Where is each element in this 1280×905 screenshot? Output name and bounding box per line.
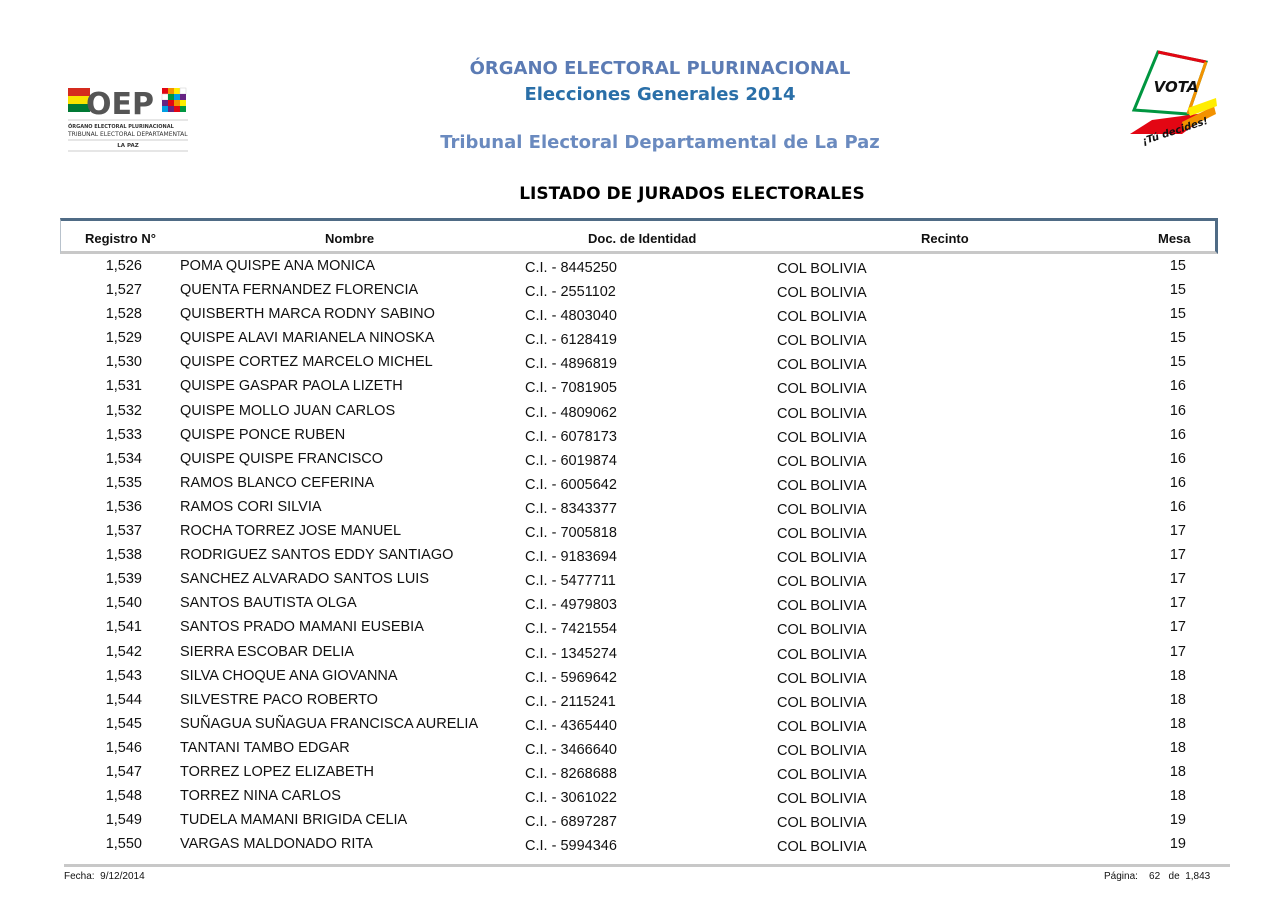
cell-registro: 1,540 xyxy=(105,595,142,612)
table-row xyxy=(0,401,1280,425)
cell-mesa: 17 xyxy=(1169,523,1186,540)
footer-of-label: de xyxy=(1168,871,1180,882)
cell-registro: 1,537 xyxy=(105,523,142,540)
cell-nombre: QUISPE QUISPE FRANCISCO xyxy=(180,450,384,467)
cell-doc: C.I. - 6897287 xyxy=(525,814,617,831)
cell-doc: C.I. - 4803040 xyxy=(525,308,617,325)
svg-text:¡Tú decides!: ¡Tú decides! xyxy=(1140,115,1210,148)
cell-recinto: COL BOLIVIA xyxy=(777,261,867,277)
cell-mesa: 18 xyxy=(1169,691,1186,708)
cell-nombre: TORREZ NINA CARLOS xyxy=(180,788,341,805)
cell-nombre: TORREZ LOPEZ ELIZABETH xyxy=(180,763,374,780)
cell-doc: C.I. - 8268688 xyxy=(525,765,617,782)
cell-doc: C.I. - 4896819 xyxy=(525,356,617,373)
table-row xyxy=(0,569,1280,593)
table-row xyxy=(0,545,1280,569)
cell-mesa: 18 xyxy=(1169,667,1186,684)
table-row xyxy=(0,834,1280,858)
table-row xyxy=(0,280,1280,304)
cell-doc: C.I. - 4979803 xyxy=(525,597,617,614)
cell-doc: C.I. - 5969642 xyxy=(525,669,617,686)
table-row xyxy=(0,810,1280,834)
cell-doc: C.I. - 6128419 xyxy=(525,332,617,349)
cell-registro: 1,528 xyxy=(105,306,142,323)
cell-doc: C.I. - 2551102 xyxy=(525,284,616,301)
cell-registro: 1,538 xyxy=(105,547,142,564)
column-header-registro: Registro N° xyxy=(85,231,156,246)
cell-recinto: COL BOLIVIA xyxy=(777,839,867,856)
cell-mesa: 15 xyxy=(1169,354,1186,371)
cell-registro: 1,527 xyxy=(105,282,142,299)
table-row xyxy=(0,617,1280,641)
cell-mesa: 15 xyxy=(1169,330,1186,347)
cell-recinto: COL BOLIVIA xyxy=(777,453,867,470)
column-header-mesa: Mesa xyxy=(1158,231,1191,246)
footer-page-number: 62 xyxy=(1149,871,1161,882)
table-row xyxy=(0,642,1280,666)
table-row xyxy=(0,690,1280,714)
page-title: LISTADO DE JURADOS ELECTORALES xyxy=(519,184,865,204)
cell-mesa: 15 xyxy=(1169,258,1186,274)
cell-nombre: QUISPE ALAVI MARIANELA NINOSKA xyxy=(180,330,435,347)
cell-recinto: COL BOLIVIA xyxy=(777,646,867,663)
juror-table-body xyxy=(0,256,1280,858)
table-row xyxy=(0,256,1280,280)
cell-registro: 1,530 xyxy=(105,354,142,371)
cell-mesa: 19 xyxy=(1169,836,1186,853)
cell-registro: 1,535 xyxy=(105,474,142,491)
column-header-doc: Doc. de Identidad xyxy=(588,231,697,246)
cell-doc: C.I. - 7421554 xyxy=(525,621,617,638)
cell-registro: 1,548 xyxy=(105,788,142,805)
cell-doc: C.I. - 6019874 xyxy=(525,452,617,469)
cell-mesa: 16 xyxy=(1169,498,1186,515)
cell-nombre: RODRIGUEZ SANTOS EDDY SANTIAGO xyxy=(180,547,454,564)
footer-date-label: Fecha: xyxy=(64,871,95,882)
cell-mesa: 16 xyxy=(1169,378,1186,395)
organization-title: ÓRGANO ELECTORAL PLURINACIONAL xyxy=(469,58,851,79)
cell-nombre: POMA QUISPE ANA MONICA xyxy=(180,258,375,274)
cell-recinto: COL BOLIVIA xyxy=(777,742,867,759)
cell-mesa: 16 xyxy=(1169,426,1186,443)
cell-mesa: 16 xyxy=(1169,450,1186,467)
cell-recinto: COL BOLIVIA xyxy=(777,815,867,832)
cell-nombre: SILVA CHOQUE ANA GIOVANNA xyxy=(180,667,398,684)
cell-recinto: COL BOLIVIA xyxy=(777,501,867,518)
cell-doc: C.I. - 8445250 xyxy=(525,260,617,276)
footer-total-pages: 1,843 xyxy=(1185,871,1211,882)
cell-recinto: COL BOLIVIA xyxy=(777,670,867,687)
cell-registro: 1,532 xyxy=(105,402,142,419)
table-row xyxy=(0,449,1280,473)
cell-doc: C.I. - 7005818 xyxy=(525,525,617,542)
cell-nombre: TUDELA MAMANI BRIGIDA CELIA xyxy=(180,812,408,829)
cell-recinto: COL BOLIVIA xyxy=(777,766,867,783)
footer-divider xyxy=(64,864,1230,867)
cell-recinto: COL BOLIVIA xyxy=(777,285,867,302)
cell-recinto: COL BOLIVIA xyxy=(777,405,867,422)
table-row xyxy=(0,328,1280,352)
cell-registro: 1,547 xyxy=(105,763,142,780)
cell-doc: C.I. - 2115241 xyxy=(525,693,616,710)
table-row xyxy=(0,593,1280,617)
cell-mesa: 15 xyxy=(1169,282,1186,299)
cell-recinto: COL BOLIVIA xyxy=(777,622,867,639)
cell-mesa: 18 xyxy=(1169,788,1186,805)
cell-nombre: QUENTA FERNANDEZ FLORENCIA xyxy=(180,282,419,299)
cell-nombre: SILVESTRE PACO ROBERTO xyxy=(180,691,378,708)
cell-registro: 1,541 xyxy=(105,619,142,636)
cell-mesa: 17 xyxy=(1169,547,1186,564)
cell-registro: 1,549 xyxy=(105,812,142,829)
cell-registro: 1,536 xyxy=(105,498,142,515)
cell-nombre: SANTOS PRADO MAMANI EUSEBIA xyxy=(180,619,424,636)
cell-nombre: TANTANI TAMBO EDGAR xyxy=(180,739,350,756)
cell-doc: C.I. - 8343377 xyxy=(525,500,617,517)
cell-nombre: QUISPE GASPAR PAOLA LIZETH xyxy=(180,378,403,395)
cell-registro: 1,546 xyxy=(105,739,142,756)
cell-nombre: QUISPE CORTEZ MARCELO MICHEL xyxy=(180,354,433,371)
cell-doc: C.I. - 6078173 xyxy=(525,428,617,445)
table-row xyxy=(0,786,1280,810)
table-row xyxy=(0,714,1280,738)
cell-recinto: COL BOLIVIA xyxy=(777,694,867,711)
cell-recinto: COL BOLIVIA xyxy=(777,526,867,543)
table-row xyxy=(0,376,1280,400)
column-header-recinto: Recinto xyxy=(921,231,969,246)
cell-nombre: QUISPE MOLLO JUAN CARLOS xyxy=(180,402,396,419)
cell-nombre: SANCHEZ ALVARADO SANTOS LUIS xyxy=(180,571,429,588)
cell-nombre: VARGAS MALDONADO RITA xyxy=(180,836,373,853)
cell-registro: 1,545 xyxy=(105,715,142,732)
footer-page-label: Página: xyxy=(1104,871,1138,882)
cell-doc: C.I. - 9183694 xyxy=(525,549,617,566)
footer-date xyxy=(64,871,145,882)
cell-registro: 1,533 xyxy=(105,426,142,443)
table-row xyxy=(0,425,1280,449)
cell-recinto: COL BOLIVIA xyxy=(777,429,867,446)
cell-doc: C.I. - 4365440 xyxy=(525,717,617,734)
cell-nombre: QUISBERTH MARCA RODNY SABINO xyxy=(180,306,435,323)
svg-text:LA PAZ: LA PAZ xyxy=(117,143,139,149)
footer-date-value: 9/12/2014 xyxy=(100,871,145,882)
cell-registro: 1,544 xyxy=(105,691,142,708)
svg-text:VOTA: VOTA xyxy=(1153,78,1199,96)
cell-registro: 1,542 xyxy=(105,643,142,660)
svg-text:OEP: OEP xyxy=(86,87,154,122)
column-header-nombre: Nombre xyxy=(325,231,375,246)
cell-doc: C.I. - 3466640 xyxy=(525,741,617,758)
cell-nombre: SANTOS BAUTISTA OLGA xyxy=(180,595,357,612)
footer-pagination xyxy=(1104,871,1210,882)
cell-registro: 1,550 xyxy=(105,836,142,853)
cell-nombre: RAMOS BLANCO CEFERINA xyxy=(180,474,375,491)
cell-recinto: COL BOLIVIA xyxy=(777,574,867,591)
cell-recinto: COL BOLIVIA xyxy=(777,477,867,494)
svg-text:ÓRGANO ELECTORAL PLURINACIONAL: ÓRGANO ELECTORAL PLURINACIONAL xyxy=(68,124,174,130)
cell-registro: 1,539 xyxy=(105,571,142,588)
cell-mesa: 16 xyxy=(1169,474,1186,491)
cell-mesa: 15 xyxy=(1169,306,1186,323)
table-row xyxy=(0,352,1280,376)
cell-nombre: QUISPE PONCE RUBEN xyxy=(180,426,346,443)
cell-recinto: COL BOLIVIA xyxy=(777,357,867,374)
cell-mesa: 17 xyxy=(1169,595,1186,612)
cell-recinto: COL BOLIVIA xyxy=(777,550,867,567)
cell-registro: 1,529 xyxy=(105,330,142,347)
table-row xyxy=(0,304,1280,328)
cell-mesa: 17 xyxy=(1169,643,1186,660)
cell-recinto: COL BOLIVIA xyxy=(777,333,867,350)
cell-mesa: 19 xyxy=(1169,812,1186,829)
cell-mesa: 16 xyxy=(1169,402,1186,419)
cell-recinto: COL BOLIVIA xyxy=(777,718,867,735)
cell-doc: C.I. - 3061022 xyxy=(525,790,617,807)
svg-text:TRIBUNAL ELECTORAL DEPARTAMENT: TRIBUNAL ELECTORAL DEPARTAMENTAL xyxy=(68,131,188,138)
tribunal-title: Tribunal Electoral Departamental de La Paz xyxy=(440,132,880,153)
cell-nombre: RAMOS CORI SILVIA xyxy=(180,498,322,515)
cell-doc: C.I. - 7081905 xyxy=(525,380,617,397)
cell-recinto: COL BOLIVIA xyxy=(777,309,867,326)
cell-mesa: 18 xyxy=(1169,715,1186,732)
table-row xyxy=(0,473,1280,497)
cell-mesa: 18 xyxy=(1169,763,1186,780)
vota-logo xyxy=(1122,48,1218,152)
cell-nombre: SUÑAGUA SUÑAGUA FRANCISCA AURELIA xyxy=(180,715,479,732)
elections-title: Elecciones Generales 2014 xyxy=(524,84,796,105)
cell-registro: 1,543 xyxy=(105,667,142,684)
table-row xyxy=(0,738,1280,762)
cell-registro: 1,534 xyxy=(105,450,142,467)
table-row xyxy=(0,521,1280,545)
cell-recinto: COL BOLIVIA xyxy=(777,598,867,615)
cell-doc: C.I. - 4809062 xyxy=(525,404,617,421)
cell-mesa: 17 xyxy=(1169,619,1186,636)
cell-doc: C.I. - 6005642 xyxy=(525,476,617,493)
cell-registro: 1,526 xyxy=(105,258,142,274)
cell-recinto: COL BOLIVIA xyxy=(777,791,867,808)
oep-logo xyxy=(66,84,190,154)
cell-doc: C.I. - 5477711 xyxy=(525,573,616,590)
cell-nombre: SIERRA ESCOBAR DELIA xyxy=(180,643,355,660)
cell-doc: C.I. - 1345274 xyxy=(525,645,617,662)
table-row xyxy=(0,762,1280,786)
cell-doc: C.I. - 5994346 xyxy=(525,838,617,855)
cell-nombre: ROCHA TORREZ JOSE MANUEL xyxy=(180,523,402,540)
table-row xyxy=(0,666,1280,690)
cell-recinto: COL BOLIVIA xyxy=(777,381,867,398)
cell-mesa: 17 xyxy=(1169,571,1186,588)
cell-mesa: 18 xyxy=(1169,739,1186,756)
table-header xyxy=(60,218,1218,254)
cell-registro: 1,531 xyxy=(105,378,142,395)
table-row xyxy=(0,497,1280,521)
